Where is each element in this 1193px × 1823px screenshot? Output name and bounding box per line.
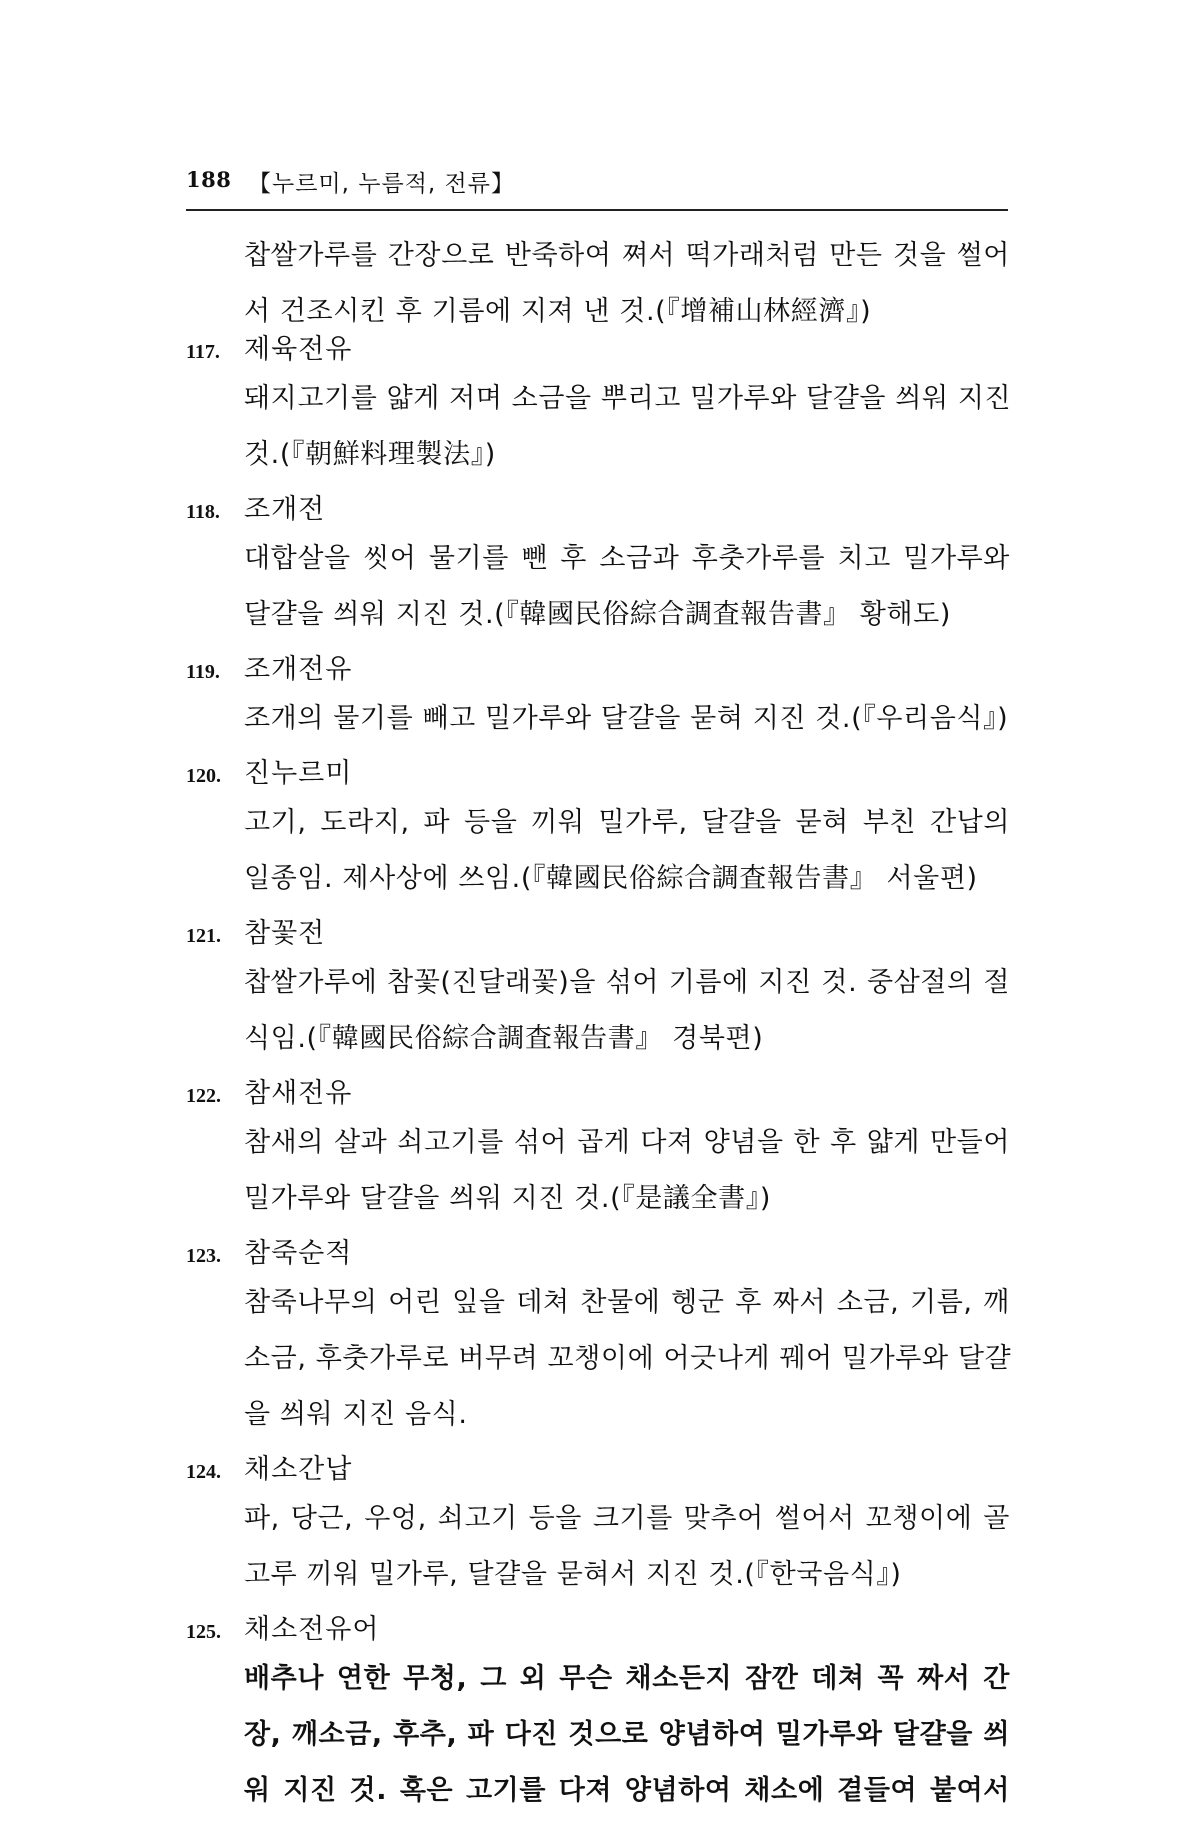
entry-heading bbox=[186, 647, 1010, 695]
entry-title: 진누르미 bbox=[244, 758, 353, 789]
entry-title: 조개전유 bbox=[244, 654, 353, 685]
body-line: 일종임. 제사상에 쓰임.(『韓國民俗綜合調査報告書』 서울편) bbox=[244, 863, 978, 894]
entry-heading bbox=[186, 1231, 1010, 1279]
body-line: 참새의 살과 쇠고기를 섞어 곱게 다져 양념을 한 후 얇게 만들어 bbox=[244, 1127, 1010, 1158]
entry-number: 123. bbox=[186, 1245, 221, 1267]
entry-122 bbox=[186, 1071, 1010, 1231]
entry-body bbox=[186, 1495, 1010, 1607]
body-line: 밀가루와 달걀을 씌워 지진 것.(『是議全書』) bbox=[244, 1183, 771, 1214]
entry-117 bbox=[186, 327, 1010, 487]
entry-number: 121. bbox=[186, 925, 221, 947]
entry-119 bbox=[186, 647, 1010, 751]
body-line: 서 건조시킨 후 기름에 지져 낸 것.(『增補山林經濟』) bbox=[244, 296, 872, 327]
entry-number: 117. bbox=[186, 341, 220, 363]
entry-number: 119. bbox=[186, 661, 220, 683]
entry-title: 채소간납 bbox=[244, 1454, 353, 1485]
entry-title: 조개전 bbox=[244, 494, 326, 525]
body-line: 것.(『朝鮮料理製法』) bbox=[244, 439, 496, 470]
body-line: 워 지진 것. 혹은 고기를 다져 양념하여 채소에 곁들여 붙여서 bbox=[244, 1775, 1010, 1806]
body-line: 찹쌀가루에 참꽃(진달래꽃)을 섞어 기름에 지진 것. 중삼절의 절 bbox=[244, 967, 1010, 998]
entry-title: 참새전유 bbox=[244, 1078, 353, 1109]
entry-body bbox=[186, 959, 1010, 1071]
entry-number: 124. bbox=[186, 1461, 221, 1483]
entry-125 bbox=[186, 1607, 1010, 1823]
body-line: 돼지고기를 얇게 저며 소금을 뿌리고 밀가루와 달걀을 씌워 지진 bbox=[244, 383, 1012, 414]
body-line: 달걀을 씌워 지진 것.(『韓國民俗綜合調査報告書』 황해도) bbox=[244, 599, 951, 630]
entry-121 bbox=[186, 911, 1010, 1071]
entry-body bbox=[186, 535, 1010, 647]
body-line: 참죽나무의 어린 잎을 데쳐 찬물에 헹군 후 짜서 소금, 기름, 깨 bbox=[244, 1287, 1010, 1318]
entry-list bbox=[186, 327, 1010, 1823]
entry-body bbox=[186, 375, 1010, 487]
entry-title: 제육전유 bbox=[244, 334, 353, 365]
entry-body bbox=[186, 1655, 1010, 1823]
body-line: 고기, 도라지, 파 등을 끼워 밀가루, 달걀을 묻혀 부친 간납의 bbox=[244, 807, 1010, 838]
entry-heading bbox=[186, 751, 1010, 799]
entry-body bbox=[186, 695, 1010, 751]
entry-number: 125. bbox=[186, 1621, 221, 1643]
body-line: 장, 깨소금, 후추, 파 다진 것으로 양념하여 밀가루와 달걀을 씌 bbox=[244, 1719, 1010, 1750]
entry-body bbox=[186, 799, 1010, 911]
entry-heading bbox=[186, 1071, 1010, 1119]
entry-title: 참꽃전 bbox=[244, 918, 326, 949]
entry-118 bbox=[186, 487, 1010, 647]
entry-number: 122. bbox=[186, 1085, 221, 1107]
running-head: 【누르미, 누름적, 전류】 bbox=[248, 171, 515, 197]
entry-120 bbox=[186, 751, 1010, 911]
entry-body bbox=[186, 1279, 1010, 1447]
entry-heading bbox=[186, 1607, 1010, 1655]
body-line: 을 씌워 지진 음식. bbox=[244, 1399, 468, 1430]
body-line: 식임.(『韓國民俗綜合調査報告書』 경북편) bbox=[244, 1023, 764, 1054]
entry-title: 참죽순적 bbox=[244, 1238, 353, 1269]
body-line: 소금, 후춧가루로 버무려 꼬챙이에 어긋나게 꿰어 밀가루와 달걀 bbox=[244, 1343, 1012, 1374]
body-line: 찹쌀가루를 간장으로 반죽하여 쪄서 떡가래처럼 만든 것을 썰어 bbox=[244, 240, 1010, 271]
body-line: 대합살을 씻어 물기를 뺀 후 소금과 후춧가루를 치고 밀가루와 bbox=[244, 543, 1010, 574]
entry-title: 채소전유어 bbox=[244, 1614, 380, 1645]
body-line: 고루 끼워 밀가루, 달걀을 묻혀서 지진 것.(『한국음식』) bbox=[244, 1559, 902, 1590]
entry-number: 120. bbox=[186, 765, 221, 787]
entry-124 bbox=[186, 1447, 1010, 1607]
entry-heading bbox=[186, 911, 1010, 959]
entry-heading bbox=[186, 327, 1010, 375]
entry-number: 118. bbox=[186, 501, 220, 523]
entry-heading bbox=[186, 487, 1010, 535]
body-line: 조개의 물기를 빼고 밀가루와 달걀을 묻혀 지진 것.(『우리음식』) bbox=[244, 703, 1009, 734]
body-line: 파, 당근, 우엉, 쇠고기 등을 크기를 맞추어 썰어서 꼬챙이에 골 bbox=[244, 1503, 1010, 1534]
entry-body bbox=[186, 1119, 1010, 1231]
page-header bbox=[186, 165, 1008, 211]
entry-123 bbox=[186, 1231, 1010, 1447]
page-number: 188 bbox=[186, 167, 232, 192]
body-line: 배추나 연한 무청, 그 외 무슨 채소든지 잠깐 데쳐 꼭 짜서 간 bbox=[244, 1663, 1010, 1694]
entry-heading bbox=[186, 1447, 1010, 1495]
